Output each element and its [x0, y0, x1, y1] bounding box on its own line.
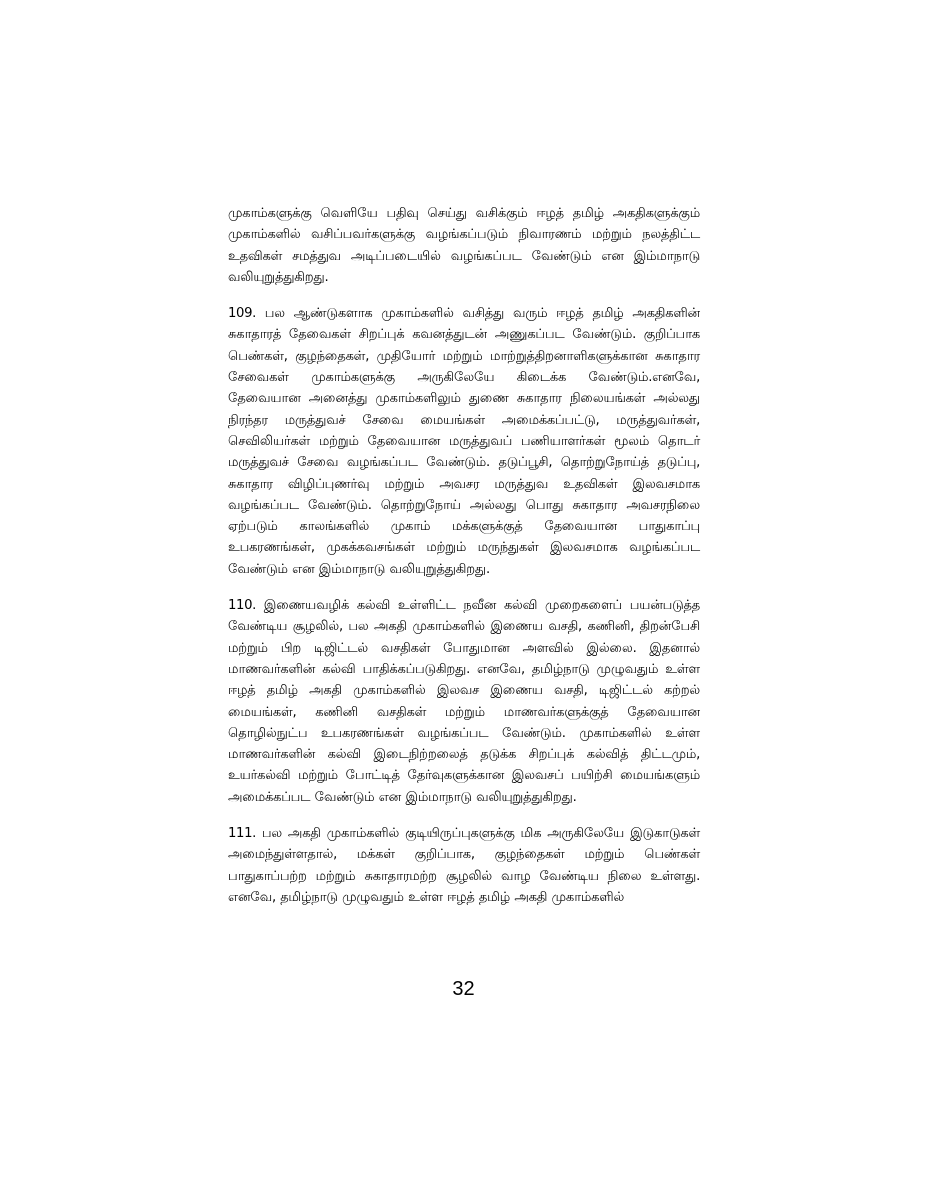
- paragraph-109: 109. பல ஆண்டுகளாக முகாம்களில் வசித்து வரும் ஈழத் தமிழ் அகதிகளின் சுகாதாரத் தேவைகள் சிறப்புக் கவனத்துடன் அணுகப்பட வேண்டும். குறிப்பாக பெண்கள், குழந்தைகள், முதியோர் மற்றும் மாற்றுத்திறனாளிகளுக்கான சுகாதார சேவைகள் முகாம்களுக்கு அருகிலேயே கிடைக்க வேண்டும்.எனவே, தேவையான அனைத்து முகாம்களிலும் துணை சுகாதார நிலையங்கள் அல்லது நிரந்தர மருத்துவச் சேவை மையங்கள் அமைக்கப்பட்டு, மருத்துவர்கள், செவிலியர்கள் மற்றும் தேவையான மருத்துவப் பணியாளர்கள் மூலம் தொடர் மருத்துவச் சேவை வழங்கப்பட வேண்டும். தடுப்பூசி, தொற்றுநோய்த் தடுப்பு, சுகாதார விழிப்புணர்வு மற்றும் அவசர மருத்துவ உதவிகள் இலவசமாக வழங்கப்பட வேண்டும். தொற்றுநோய் அல்லது பொது சுகாதார அவசரநிலை ஏற்படும் காலங்களில் முகாம் மக்களுக்குத் தேவையான பாதுகாப்பு உபகரணங்கள், முகக்கவசங்கள் மற்றும் மருந்துகள் இலவசமாக வழங்கப்பட வேண்டும் என இம்மாநாடு வலியுறுத்துகிறது.: [228, 306, 700, 577]
- paragraph-110: 110. இணையவழிக் கல்வி உள்ளிட்ட நவீன கல்வி முறைகளைப் பயன்படுத்த வேண்டிய சூழலில், பல அகதி முகாம்களில் இணைய வசதி, கணினி, திறன்பேசி மற்றும் பிற டிஜிட்டல் வசதிகள் போதுமான அளவில் இல்லை. இதனால் மாணவர்களின் கல்வி பாதிக்கப்படுகிறது. எனவே, தமிழ்நாடு முழுவதும் உள்ள ஈழத் தமிழ் அகதி முகாம்களில் இலவச இணைய வசதி, டிஜிட்டல் கற்றல் மையங்கள், கணினி வசதிகள் மற்றும் மாணவர்களுக்குத் தேவையான தொழில்நுட்ப உபகரணங்கள் வழங்கப்பட வேண்டும். முகாம்களில் உள்ள மாணவர்களின் கல்வி இடைநிற்றலைத் தடுக்க சிறப்புக் கல்வித் திட்டமும், உயர்கல்வி மற்றும் போட்டித் தேர்வுகளுக்கான இலவசப் பயிற்சி மையங்களும் அமைக்கப்பட வேண்டும் என இம்மாநாடு வலியுறுத்துகிறது.: [228, 598, 700, 805]
- body-text: [228, 203, 700, 923]
- paragraph-111: 111. பல அகதி முகாம்களில் குடியிருப்புகளுக்கு மிக அருகிலேயே இடுகாடுகள் அமைந்துள்ளதால், மக்கள் குறிப்பாக, குழந்தைகள் மற்றும் பெண்கள் பாதுகாப்பற்ற மற்றும் சுகாதாரமற்ற சூழலில் வாழ வேண்டிய நிலை உள்ளது. எனவே, தமிழ்நாடு முழுவதும் உள்ள ஈழத் தமிழ் அகதி முகாம்களில்: [228, 826, 700, 905]
- paragraph-continuation: முகாம்களுக்கு வெளியே பதிவு செய்து வசிக்கும் ஈழத் தமிழ் அகதிகளுக்கும் முகாம்களில் வசிப்பவர்களுக்கு வழங்கப்படும் நிவாரணம் மற்றும் நலத்திட்ட உதவிகள் சமத்துவ அடிப்படையில் வழங்கப்பட வேண்டும் என இம்மாநாடு வலியுறுத்துகிறது.: [228, 206, 700, 285]
- page-number: 32: [452, 978, 475, 1000]
